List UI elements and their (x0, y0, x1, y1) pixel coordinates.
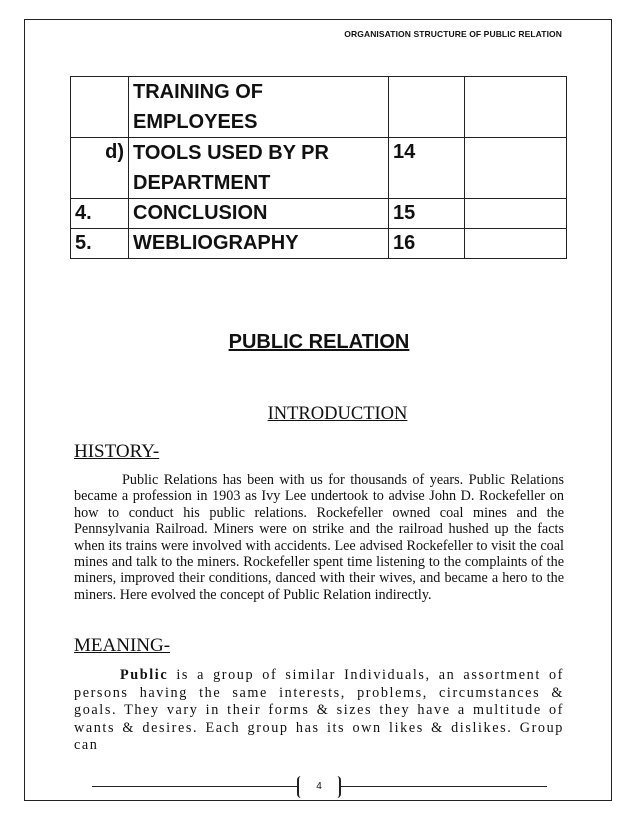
toc-page: 16 (389, 229, 465, 259)
toc-page (389, 77, 465, 138)
toc-row (71, 138, 567, 199)
meaning-heading: MEANING- (74, 635, 171, 656)
footer-rule-left (92, 786, 297, 787)
meaning-text: is a group of similar Individuals, an assortment of persons having the same interests, problems, circumstances & goals. They vary in their forms & sizes they have a multitude of wants & desires. Each group has its own likes & dislikes. Group can (74, 667, 564, 753)
toc-row (71, 77, 567, 138)
toc-number: d) (71, 138, 129, 199)
toc-row (71, 229, 567, 259)
toc-extra-cell (465, 138, 567, 199)
toc-page: 14 (389, 138, 465, 199)
running-header: ORGANISATION STRUCTURE OF PUBLIC RELATION (344, 29, 562, 39)
toc-number: 5. (71, 229, 129, 259)
table-of-contents (70, 76, 567, 259)
toc-extra-cell (465, 199, 567, 229)
meaning-lead-word: Public (120, 667, 169, 683)
toc-row (71, 199, 567, 229)
toc-title: CONCLUSION (129, 199, 389, 229)
history-paragraph: Public Relations has been with us for thousands of years. Public Relations became a profession in 1903 as Ivy Lee undertook to advise John D. Rockefeller on how to conduct his public relations. Rockefeller owned coal mines and the Pennsylvania Railroad. Miners were on strike and the railroad hushed up the facts when its trains were involved with accidents. Lee advised Rockefeller to visit the coal mines and talk to the miners. Rockefeller spent time listening to the complaints of the miners, improved their conditions, danced with their wives, and became a hero to the miners. Here evolved the concept of Public Relation indirectly. (74, 472, 564, 603)
page-number: 4 (297, 776, 341, 798)
toc-number (71, 77, 129, 138)
footer-rule-right (341, 786, 547, 787)
toc-extra-cell (465, 77, 567, 138)
toc-title: WEBLIOGRAPHY (129, 229, 389, 259)
meaning-paragraph (74, 667, 564, 755)
toc-extra-cell (465, 229, 567, 259)
toc-number: 4. (71, 199, 129, 229)
toc-title: TRAINING OF EMPLOYEES (129, 77, 389, 138)
toc-page: 15 (389, 199, 465, 229)
section-title: PUBLIC RELATION (228, 331, 410, 353)
introduction-heading: INTRODUCTION (267, 404, 408, 424)
toc-title: TOOLS USED BY PR DEPARTMENT (129, 138, 389, 199)
history-heading: HISTORY- (74, 441, 160, 462)
